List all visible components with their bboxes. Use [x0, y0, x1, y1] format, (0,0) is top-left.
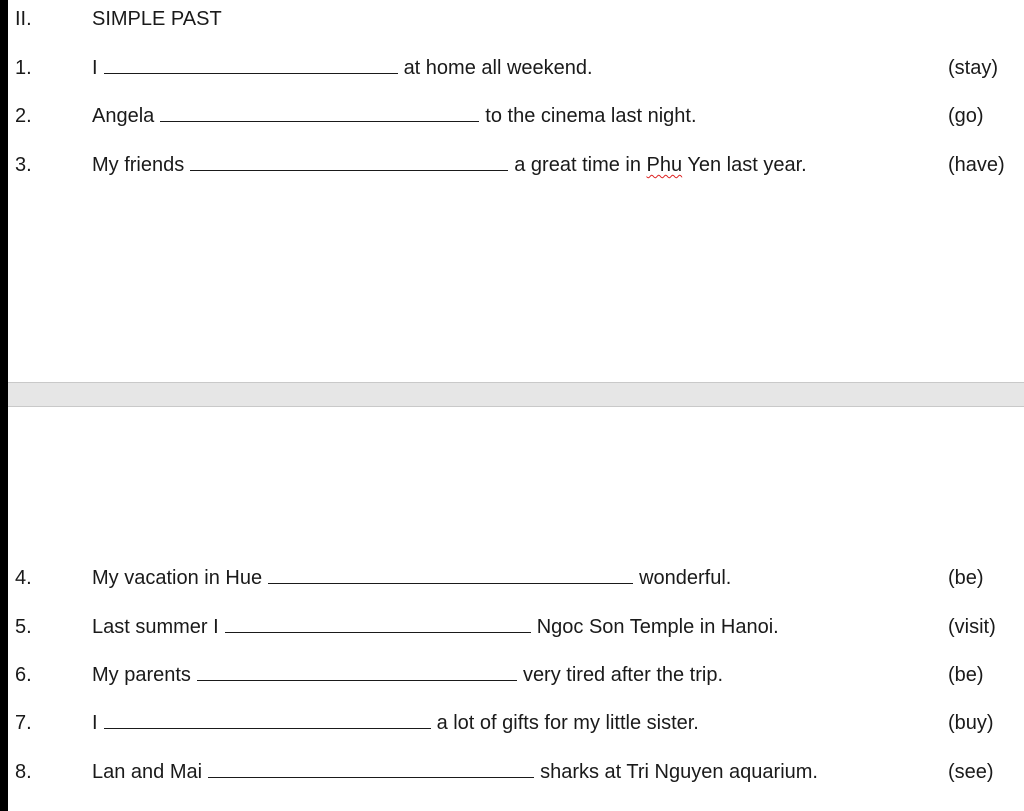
left-black-border [0, 0, 8, 811]
exercise-number: 8. [15, 761, 32, 783]
sentence-start: I [92, 57, 98, 79]
exercise-number: 6. [15, 664, 32, 686]
verb-hint: (go) [948, 105, 984, 127]
exercise-row [8, 150, 1024, 180]
sentence-end: Ngoc Son Temple in Hanoi. [536, 616, 779, 638]
page-break-gap [8, 382, 1024, 407]
sentence-end: wonderful. [639, 567, 732, 589]
answer-blank[interactable] [197, 662, 517, 681]
sentence-start: Last summer I [92, 616, 219, 638]
exercise-number: 4. [15, 567, 32, 589]
sentence-start: I [92, 712, 98, 734]
answer-blank[interactable] [160, 103, 479, 122]
answer-blank[interactable] [268, 565, 633, 584]
verb-hint: (stay) [948, 57, 998, 79]
exercise-number: 3. [15, 154, 32, 176]
verb-hint: (visit) [948, 616, 996, 638]
section-number: II. [15, 8, 32, 30]
exercise-row [8, 660, 1024, 690]
verb-hint: (buy) [948, 712, 994, 734]
verb-hint: (be) [948, 567, 984, 589]
sentence-start: My parents [92, 664, 191, 686]
exercise-number: 2. [15, 105, 32, 127]
answer-blank[interactable] [104, 55, 398, 74]
answer-blank[interactable] [104, 710, 431, 729]
exercise-row [8, 757, 1024, 787]
sentence-start: My vacation in Hue [92, 567, 263, 589]
exercise-row [8, 708, 1024, 738]
sentence-start: Lan and Mai [92, 761, 203, 783]
answer-blank[interactable] [225, 614, 531, 633]
section-heading [8, 4, 1024, 34]
spellcheck-flagged-word: Phu [646, 154, 683, 176]
answer-blank[interactable] [190, 152, 508, 171]
sentence-start: My friends [92, 154, 185, 176]
exercise-row [8, 101, 1024, 131]
document-page-1 [8, 0, 1024, 382]
answer-blank[interactable] [208, 759, 534, 778]
sentence-end: sharks at Tri Nguyen aquarium. [540, 761, 818, 783]
sentence-end: very tired after the trip. [522, 664, 724, 686]
exercise-number: 7. [15, 712, 32, 734]
exercise-row [8, 53, 1024, 83]
section-title: SIMPLE PAST [92, 8, 222, 30]
sentence-end: to the cinema last night. [485, 105, 697, 127]
verb-hint: (have) [948, 154, 1005, 176]
sentence-end: at home all weekend. [403, 57, 593, 79]
verb-hint: (be) [948, 664, 984, 686]
exercise-row [8, 612, 1024, 642]
document-page-2 [8, 407, 1024, 811]
exercise-number: 1. [15, 57, 32, 79]
sentence-end: a lot of gifts for my little sister. [436, 712, 699, 734]
sentence-start: Angela [92, 105, 155, 127]
verb-hint: (see) [948, 761, 994, 783]
exercise-row [8, 563, 1024, 593]
sentence-end: a great time in Phu Yen last year. [514, 154, 807, 176]
exercise-number: 5. [15, 616, 32, 638]
